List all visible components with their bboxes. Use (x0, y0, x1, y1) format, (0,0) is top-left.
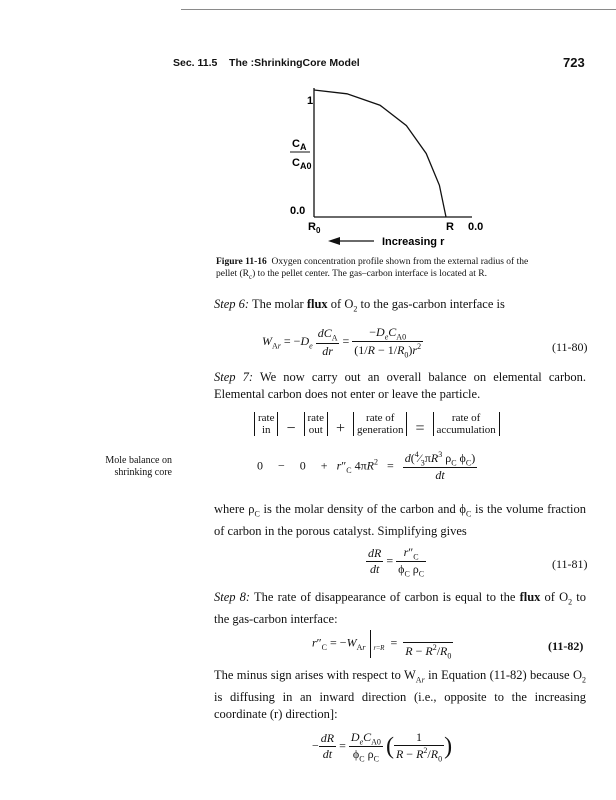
minus-text-c: is diffusing in an inward direction (i.e., opposite to the increasing coordinate (r) direction]: (214, 689, 586, 721)
step6-label: Step 6: (214, 297, 250, 311)
final-equation: − $\frac{dR}{dt}$ = $\frac{D_eC_{A0}}{\phi_C \rho_C}$ ( $\frac{1}{R - R^2/R_0}$ ) (312, 730, 453, 764)
x-center-label: 0.0 (468, 221, 484, 233)
y-label-ca: $C_A$ (292, 138, 307, 152)
eq-number-11-82: (11-82) (548, 639, 584, 653)
eq-number-11-81: (11-81) (552, 557, 588, 571)
x-left-label: $R_0$ (308, 221, 321, 235)
chapter-title: The :ShrinkingCore Model (229, 57, 360, 69)
direction-arrowhead-icon (328, 237, 340, 245)
margin-note-line-1: Mole balance on (105, 455, 172, 466)
step6-text-b: of O (330, 297, 354, 311)
equation-11-82: $r''_C = -W_{Ar}$ $_{r=R}$ = $R - R^2/R_0$ (312, 627, 453, 660)
concentration-curve (314, 90, 446, 217)
running-header (173, 57, 360, 69)
balance-word-equation: rate in − rate out + rate of generation = rate of accumulation (254, 412, 594, 438)
caption-line-1: Oxygen concentration profile shown from the external radius of the (271, 257, 529, 267)
equation-11-81: $\frac{dR}{dt}$ = $\frac{r''_C}{\phi_C \rho_C}$ (368, 545, 425, 579)
step8-text-b: of O (544, 590, 569, 604)
where-paragraph: where $\rho_C$ is the molar density of the carbon and $\phi_C$ is the volume fraction of carbon in the porous catalyst. Simplifying gives (214, 502, 587, 538)
accumulation-term: rate of accumulation (433, 412, 500, 436)
where-text-b: is the molar density of the carbon and ϕ (263, 502, 467, 516)
generation-term: rate of generation (353, 412, 407, 436)
arrow-label: Increasing r (382, 236, 445, 248)
carbon-balance-equation: 0 − 0 + $r''_C$ $4\pi R^2$ = $\frac{d(^4⁄_3\pi R^3 \rho_C \phi_C)}{dt}$ (257, 450, 476, 483)
where-text-a: where ρ (214, 502, 255, 516)
x-interface-label: R (446, 221, 454, 233)
step7-text: We now carry out an overall balance on elemental carbon. Elemental carbon does not enter or leave the particle. (214, 370, 586, 401)
zero-a: 0 (257, 458, 263, 473)
figure-caption: Figure 11-16 Oxygen concentration profile shown from the external radius of the pellet $(R_c)$ to the pellet center. The gas–carbon interface is located at R. (216, 257, 529, 281)
y-label-ca0: $C_{A0}$ (292, 157, 312, 171)
y-zero-label: 0.0 (290, 205, 306, 217)
step7-label: Step 7: (214, 370, 254, 384)
step8-text-a: The rate of disappearance of carbon is equal to the (254, 590, 516, 604)
rate-in-term: rate in (254, 412, 278, 436)
section-label: Sec. 11.5 (173, 57, 218, 69)
minus-sign-paragraph: The minus sign arises with respect to $W_{Ar}$ in Equation (11-82) because $O_2$ is diffusing in an inward direction (i.e., opposite to the increasing coordinate (r) direction]: (214, 668, 586, 721)
caption-line-2a: pellet (R (216, 269, 249, 279)
margin-note (60, 455, 172, 479)
page-number: 723 (563, 55, 585, 70)
equation-11-80: $W_{Ar} = -D_e$ $\frac{dC_A}{dr}$ = $\frac{-D_eC_{A0}}{(1/R - 1/R_0)r^2}$ (262, 325, 422, 360)
concentration-profile-figure (270, 80, 510, 250)
minus-text-b: in Equation (11-82) because O (428, 668, 582, 682)
step8-bold: flux (519, 590, 541, 604)
margin-note-line-2: shrinking core (114, 467, 172, 478)
step8-text-c: to the gas-carbon interface: (214, 590, 586, 626)
step6-paragraph: Step 6: The molar flux of $O_2$ to the gas-carbon interface is (214, 297, 505, 314)
where-text-c: is the volume fraction of carbon in the porous catalyst. Simplifying gives (214, 502, 587, 538)
top-rule (181, 9, 616, 10)
step6-text-c: to the gas-carbon interface is (360, 297, 505, 311)
zero-b: 0 (299, 458, 306, 473)
caption-line-2b: ) to the pellet center. The gas–carbon interface is located at R. (252, 269, 487, 279)
rate-out-term: rate out (304, 412, 328, 436)
step8-label: Step 8: (214, 590, 251, 604)
eq-number-11-80: (11-80) (552, 340, 588, 354)
step8-paragraph: Step 8: The rate of disappearance of carbon is equal to the flux of $O_2$ to the gas-carbon interface: (214, 590, 586, 626)
minus-text-a: The minus sign arises with respect to W (214, 668, 416, 682)
step7-paragraph (214, 369, 586, 403)
y-top-tick: 1 (307, 95, 314, 107)
step6-text-a: The molar (251, 297, 304, 311)
caption-label: Figure 11-16 (216, 257, 267, 267)
step6-bold: flux (306, 297, 328, 311)
